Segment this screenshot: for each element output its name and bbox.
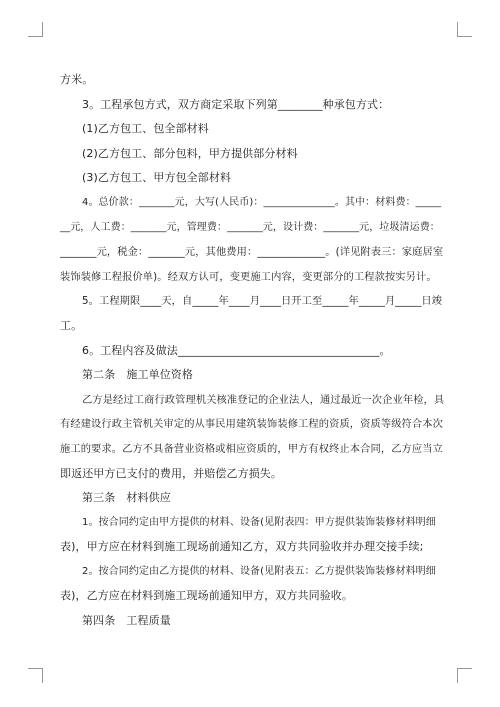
article-heading-3: 第三条 材料供应 bbox=[82, 491, 171, 505]
clause-duration: 5。工程期限____天，自_____年____月____日开工至_____年_____月_____日竣 bbox=[82, 295, 443, 308]
crop-mark-top-left bbox=[28, 22, 43, 37]
clause-material-1: 1。按合同约定由甲方提供的材料、设备(见附表四：甲方提供装饰装修材料明细 bbox=[82, 516, 436, 528]
crop-mark-bottom-left bbox=[28, 668, 43, 683]
document-body bbox=[60, 68, 444, 634]
clause-work-content: 6。工程内容及做法____________________________________。 bbox=[82, 343, 391, 357]
crop-mark-bottom-right bbox=[457, 668, 472, 683]
paragraph-line: 装饰装修工程报价单)。经双方认可，变更施工内容，变更部分的工程款按实另计。 bbox=[60, 270, 437, 283]
clause-material-2: 2。按合同约定由乙方提供的材料、设备(见附表五：乙方提供装饰装修材料明细 bbox=[82, 565, 436, 577]
option-3: (3)乙方包工、甲方包全部材料 bbox=[82, 171, 232, 185]
paragraph-line: _______元，税金：_______元，其他费用：_____________。(详见附表三：家庭居室 bbox=[60, 246, 444, 259]
paragraph-line: 表)，乙方应在材料到施工现场前通知甲方，双方共同验收。 bbox=[60, 589, 353, 603]
paragraph-line: 工。 bbox=[60, 318, 83, 332]
article-heading-4: 第四条 工程质量 bbox=[82, 614, 171, 628]
paragraph-line: 表)，甲方应在材料到施工现场前通知乙方，双方共同验收并办理交接手续; bbox=[60, 540, 424, 554]
paragraph-line: 乙方是经过工商行政管理机关核准登记的企业法人，通过最近一次企业年检，具 bbox=[82, 393, 445, 406]
option-2: (2)乙方包工、部分包料，甲方提供部分材料 bbox=[82, 146, 298, 160]
paragraph-line: 方米。 bbox=[60, 73, 94, 86]
clause-contract-method: 3。工程承包方式，双方商定采取下列第________种承包方式： bbox=[82, 97, 390, 111]
clause-total-price: 4。总价款：_______元，大写(人民币)：______________。其中：材料费：_____ bbox=[82, 196, 442, 208]
paragraph-line: 施工的要求。乙方不具备营业资格或相应资质的，甲方有权终止本合同，乙方应当立 bbox=[60, 442, 443, 455]
crop-mark-top-right bbox=[457, 22, 472, 37]
paragraph-line: __元，人工费：_______元，管理费：_______元，设计费：_______元，垃圾清运费： bbox=[60, 221, 440, 233]
option-1: (1)乙方包工、包全部材料 bbox=[82, 122, 209, 136]
paragraph-line: 有经建设行政主管机关审定的从事民用建筑装饰装修工程的资质，资质等级符合本次 bbox=[60, 418, 443, 431]
paragraph-line: 即返还甲方已支付的费用，并赔偿乙方损失。 bbox=[60, 466, 282, 480]
article-heading-2: 第二条 施工单位资格 bbox=[82, 368, 193, 382]
